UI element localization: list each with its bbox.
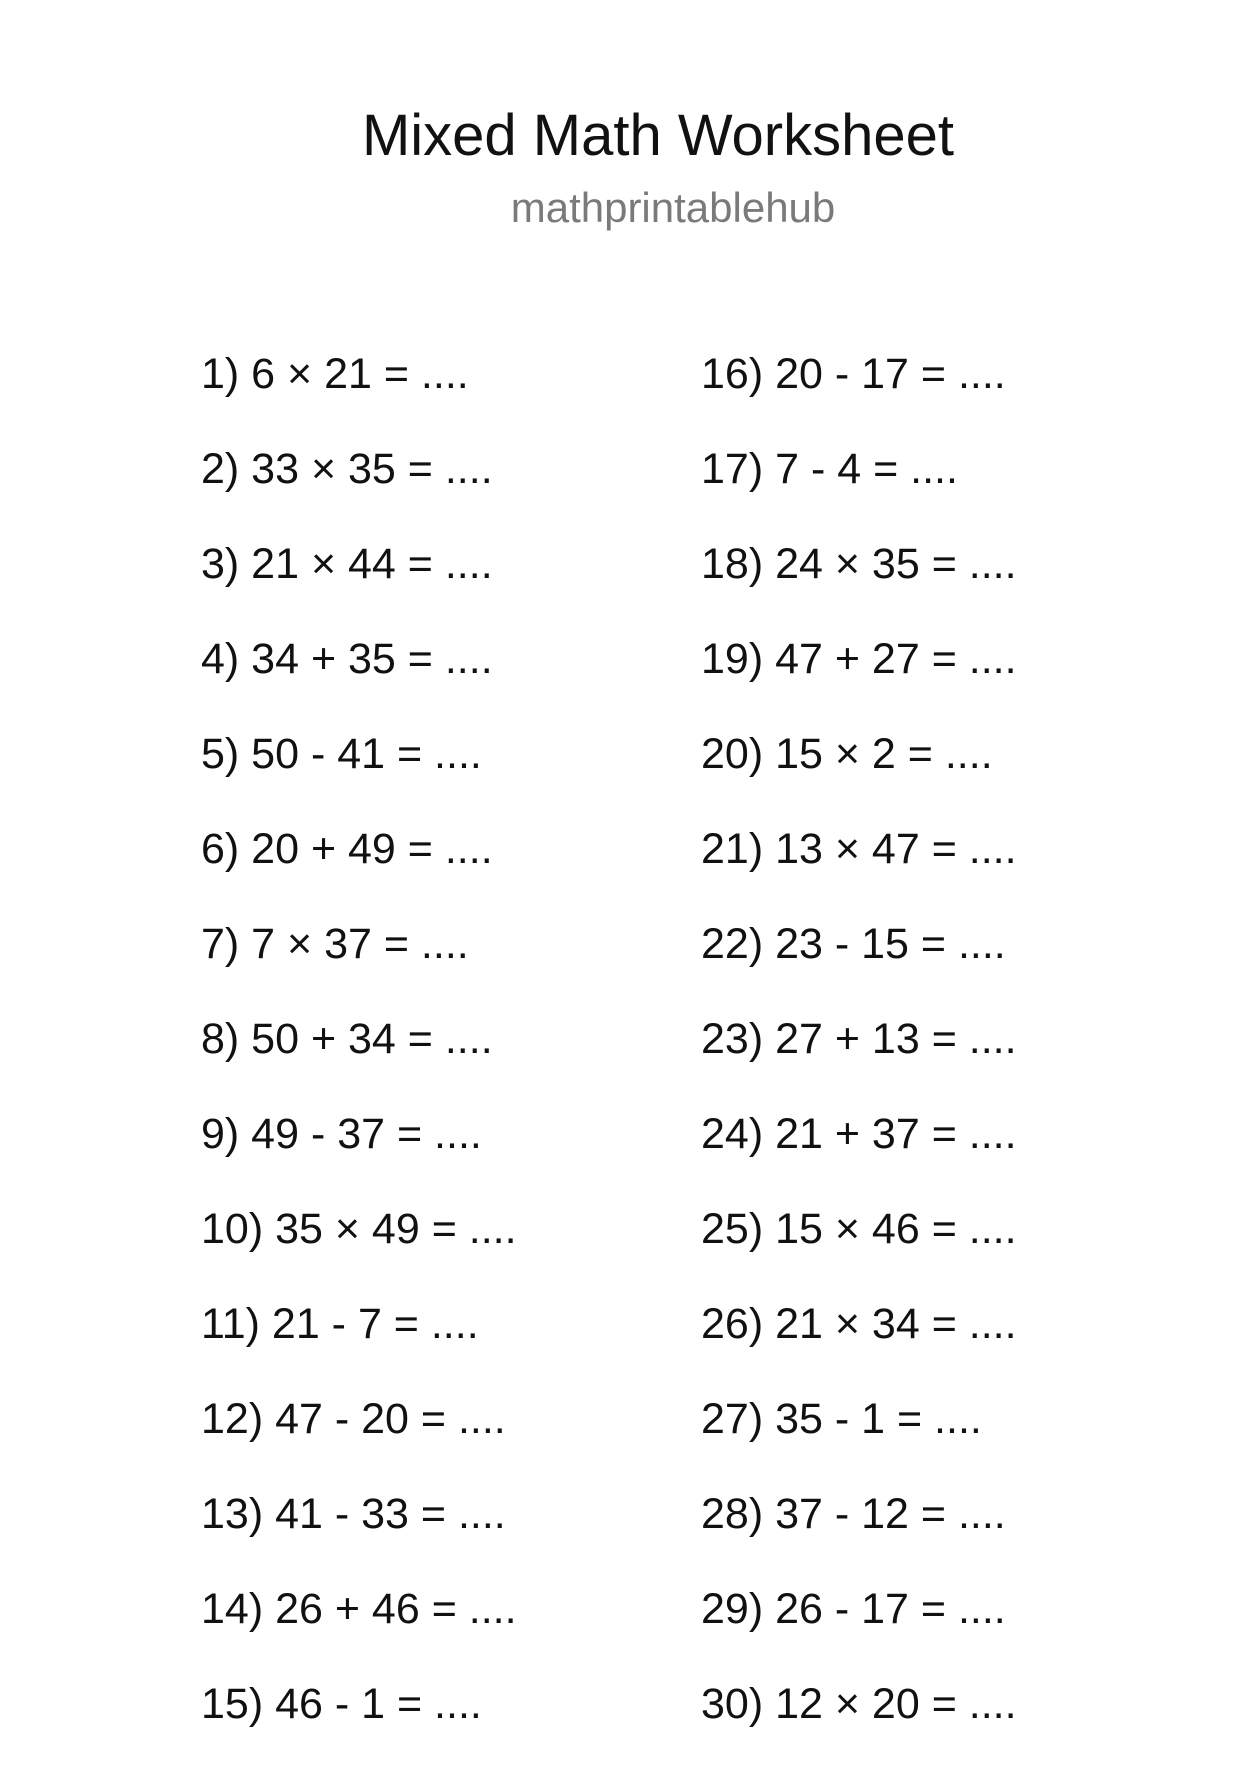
math-problem: 24) 21 + 37 = ....: [701, 1110, 1017, 1158]
worksheet-title: Mixed Math Worksheet: [361, 103, 955, 168]
math-problem: 16) 20 - 17 = ....: [701, 350, 1006, 398]
math-problem: 6) 20 + 49 = ....: [201, 825, 493, 873]
math-problem: 12) 47 - 20 = ....: [201, 1395, 506, 1443]
math-problem: 9) 49 - 37 = ....: [201, 1110, 482, 1158]
math-problem: 11) 21 - 7 = ....: [201, 1300, 479, 1348]
math-problem: 18) 24 × 35 = ....: [701, 540, 1017, 588]
math-problem: 21) 13 × 47 = ....: [701, 825, 1017, 873]
math-problem: 5) 50 - 41 = ....: [201, 730, 482, 778]
math-problem: 13) 41 - 33 = ....: [201, 1490, 506, 1538]
math-problem: 25) 15 × 46 = ....: [701, 1205, 1017, 1253]
math-problem: 7) 7 × 37 = ....: [201, 920, 469, 968]
worksheet-subtitle: mathprintablehub: [510, 184, 836, 231]
math-problem: 29) 26 - 17 = ....: [701, 1585, 1006, 1633]
math-problem: 4) 34 + 35 = ....: [201, 635, 493, 683]
math-problem: 26) 21 × 34 = ....: [701, 1300, 1017, 1348]
math-problem: 1) 6 × 21 = ....: [201, 350, 469, 398]
math-problem: 14) 26 + 46 = ....: [201, 1585, 517, 1633]
math-problem: 27) 35 - 1 = ....: [701, 1395, 982, 1443]
math-problem: 19) 47 + 27 = ....: [701, 635, 1017, 683]
math-problem: 22) 23 - 15 = ....: [701, 920, 1006, 968]
math-problem: 2) 33 × 35 = ....: [201, 445, 493, 493]
math-problem: 8) 50 + 34 = ....: [201, 1015, 493, 1063]
math-problem: 15) 46 - 1 = ....: [201, 1680, 482, 1728]
math-problem: 3) 21 × 44 = ....: [201, 540, 493, 588]
math-problem: 23) 27 + 13 = ....: [701, 1015, 1017, 1063]
math-problem: 28) 37 - 12 = ....: [701, 1490, 1006, 1538]
problem-column-right: [701, 344, 1017, 1769]
math-problem: 30) 12 × 20 = ....: [701, 1680, 1017, 1728]
problem-column-left: [201, 344, 517, 1769]
math-problem: 20) 15 × 2 = ....: [701, 730, 993, 778]
math-problem: 10) 35 × 49 = ....: [201, 1205, 517, 1253]
math-problem: 17) 7 - 4 = ....: [701, 445, 958, 493]
